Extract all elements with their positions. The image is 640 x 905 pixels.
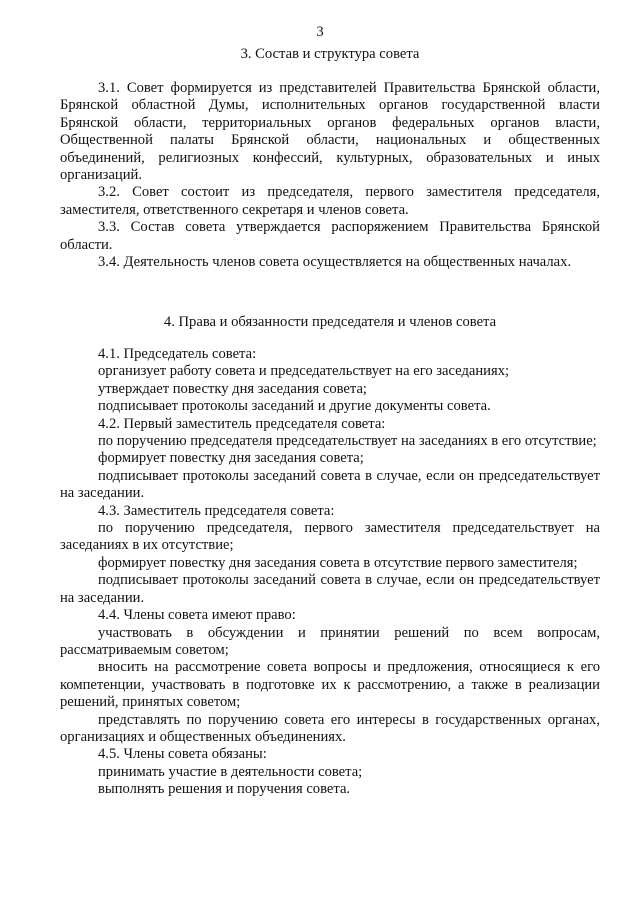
clause-3-3: 3.3. Состав совета утверждается распоряжением Правительства Брянской области. [60,219,600,253]
clause-4-3-duty: по поручению председателя, первого заместителя председательствует на заседаниях в их отсутствие; [60,520,600,554]
clause-4-2-duty: формирует повестку дня заседания совета; [98,450,364,467]
clause-4-3: 4.3. Заместитель председателя совета: [98,502,335,519]
section-3-body [60,80,600,271]
clause-4-3-duty: подписывает протоколы заседаний совета в случае, если он председательствует на заседании. [60,572,600,606]
clause-4-5: 4.5. Члены совета обязаны: [98,746,267,763]
clause-4-4-right: представлять по поручению совета его интересы в государственных органах, организациях и общественных объединениях. [60,711,600,745]
clause-3-1: 3.1. Совет формируется из представителей Правительства Брянской области, Брянской областной Думы, исполнительных органов государственной власти Брянской области, территориальных органов федеральных органов власти, Общественной палаты Брянской области, национальных и общественных объединений, религиозных конфессий, культурных, образовательных и иных организаций. [60,80,600,184]
section-4-body [60,346,600,799]
clause-4-4-right: участвовать в обсуждении и принятии решений по всем вопросам, рассматриваемым советом; [60,624,600,658]
section-4-heading: 4. Права и обязанности председателя и членов совета [163,314,497,330]
clause-3-2: 3.2. Совет состоит из председателя, первого заместителя председателя, заместителя, ответственного секретаря и членов совета. [60,184,600,218]
section-3-heading: 3. Состав и структура совета [240,46,420,62]
clause-4-1: 4.1. Председатель совета: [98,346,257,362]
clause-4-2-duty: подписывает протоколы заседаний совета в случае, если он председательствует на заседании. [60,467,600,502]
clause-4-1-duty: подписывает протоколы заседаний и другие документы совета. [98,398,491,415]
clause-3-4: 3.4. Деятельность членов совета осуществляется на общественных началах. [98,254,572,271]
clause-4-5-obligation: принимать участие в деятельности совета; [98,763,363,780]
clause-4-4-right: вносить на рассмотрение совета вопросы и предложения, относящиеся к его компетенции, участвовать в подготовке их к рассмотрению, а также в реализации решений, принятых советом; [60,659,600,711]
clause-4-3-duty: формирует повестку дня заседания совета в отсутствие первого заместителя; [98,554,578,571]
page-number: 3 [316,24,324,40]
clause-4-4: 4.4. Члены совета имеют право: [98,607,296,624]
clause-4-1-duty: утверждает повестку дня заседания совета; [98,380,367,397]
clause-4-1-duty: организует работу совета и председательствует на его заседаниях; [98,363,510,380]
clause-4-5-obligation: выполнять решения и поручения совета. [98,781,351,798]
clause-4-2-duty: по поручению председателя председательствует на заседаниях в его отсутствие; [98,433,597,450]
clause-4-2: 4.2. Первый заместитель председателя совета: [98,415,386,432]
